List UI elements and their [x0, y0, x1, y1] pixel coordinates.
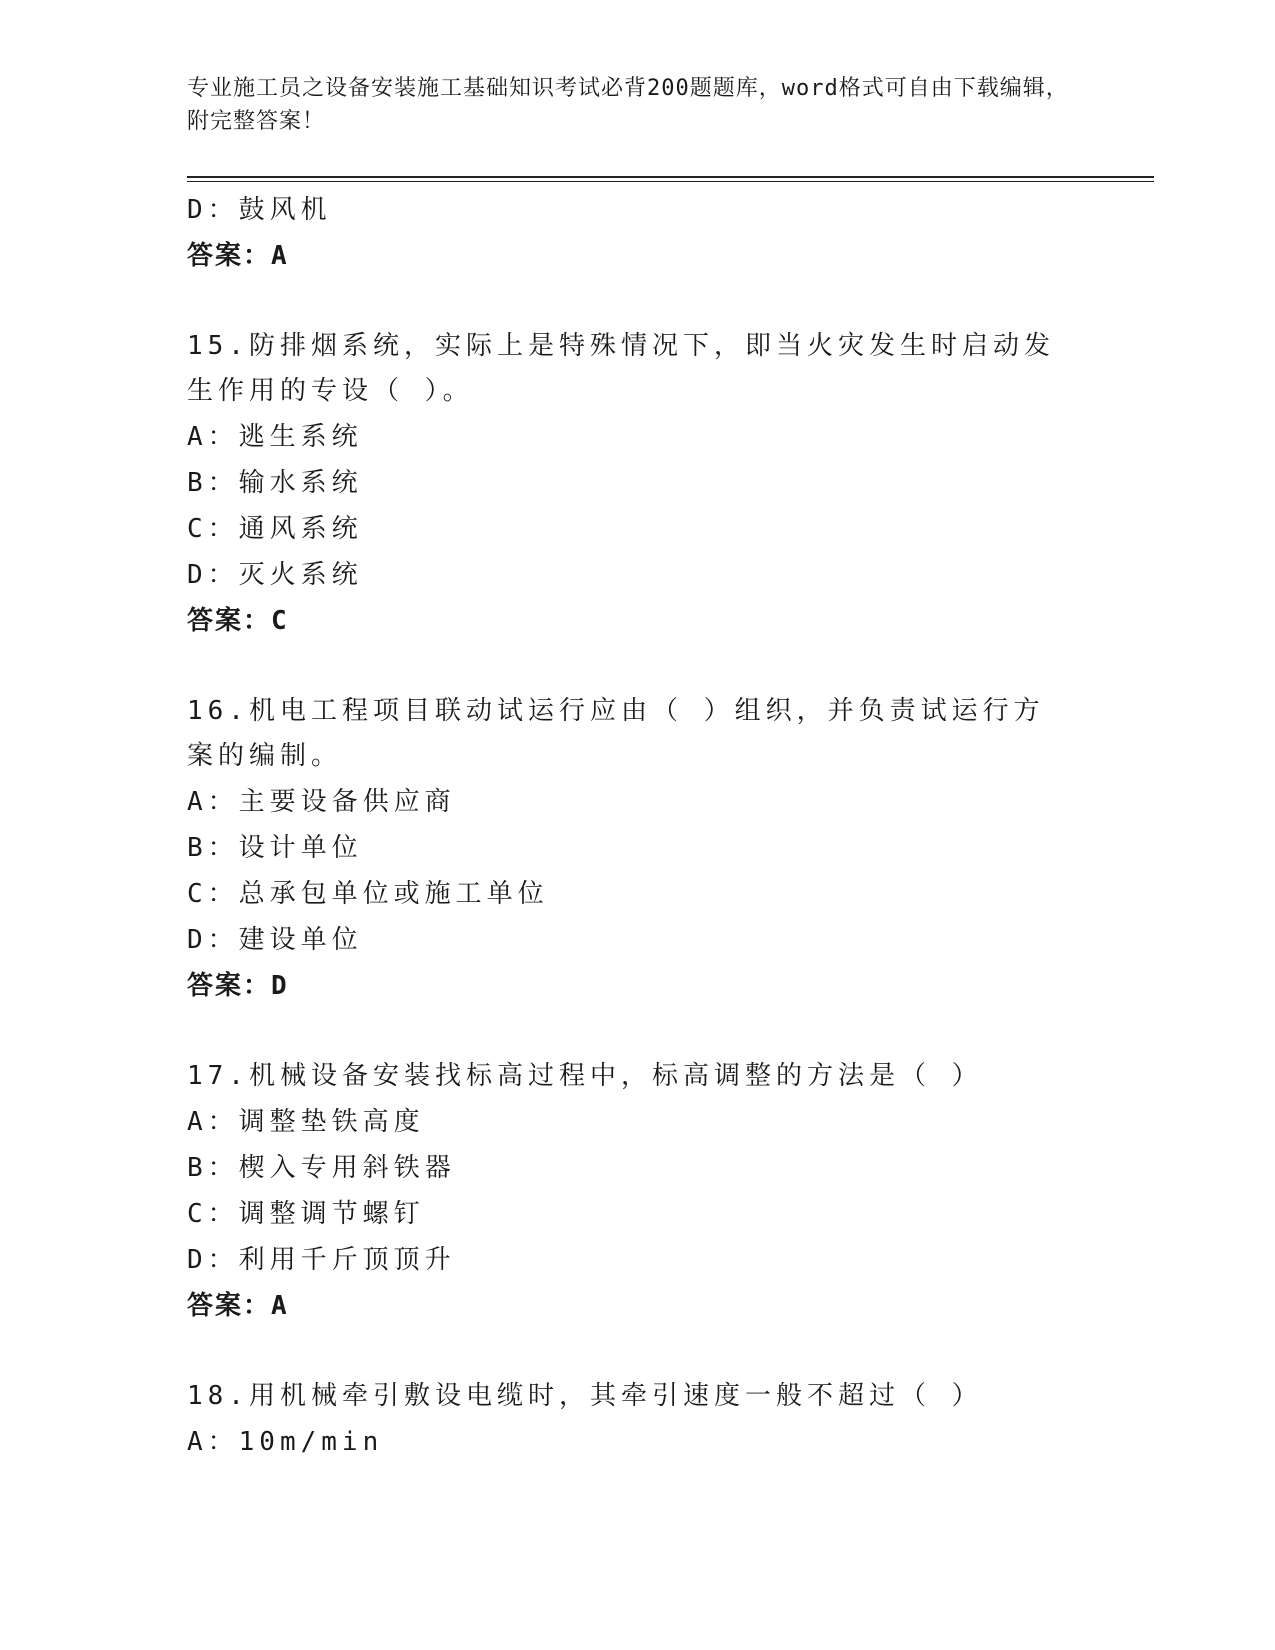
question-15 [187, 324, 1087, 644]
document-page [187, 0, 1157, 1650]
option-b: B：输水系统 [187, 468, 363, 498]
option-a: A：逃生系统 [187, 422, 363, 452]
answer-line: 答案：C [187, 606, 289, 636]
option-c: C：调整调节螺钉 [187, 1199, 425, 1229]
option-d: D：建设单位 [187, 925, 363, 955]
header-divider-thick [187, 176, 1154, 178]
option-a: A：10m/min [187, 1427, 384, 1457]
question-18 [187, 1374, 1087, 1465]
document-header: 专业施工员之设备安装施工基础知识考试必背200题题库，word格式可自由下载编辑，附完整答案！ [187, 76, 1069, 134]
header-divider-thin [187, 181, 1154, 182]
answer-line: 答案：A [187, 1291, 289, 1321]
answer-line: 答案：A [187, 241, 289, 271]
option-b: B：楔入专用斜铁器 [187, 1153, 456, 1183]
option-c: C：通风系统 [187, 514, 363, 544]
spacer [187, 644, 1087, 689]
answer-line: 答案：D [187, 971, 289, 1001]
option-d: D：灭火系统 [187, 560, 363, 590]
question-text: 16.机电工程项目联动试运行应由（ ）组织，并负责试运行方案的编制。 [187, 696, 1045, 771]
question-16 [187, 689, 1087, 1009]
spacer [187, 1329, 1087, 1374]
option-a: A：调整垫铁高度 [187, 1107, 425, 1137]
question-text: 17.机械设备安装找标高过程中，标高调整的方法是（ ） [187, 1061, 983, 1091]
document-body [187, 187, 1087, 1465]
question-17 [187, 1054, 1087, 1329]
option-b: B：设计单位 [187, 833, 363, 863]
spacer [187, 1009, 1087, 1054]
option-d: D：鼓风机 [187, 195, 332, 225]
option-c: C：总承包单位或施工单位 [187, 879, 549, 909]
previous-question-tail [187, 187, 1087, 279]
question-text: 18.用机械牵引敷设电缆时，其牵引速度一般不超过（ ） [187, 1381, 983, 1411]
spacer [187, 279, 1087, 324]
option-a: A：主要设备供应商 [187, 787, 456, 817]
question-text: 15.防排烟系统，实际上是特殊情况下，即当火灾发生时启动发生作用的专设（ ）。 [187, 331, 1055, 406]
option-d: D：利用千斤顶顶升 [187, 1245, 456, 1275]
